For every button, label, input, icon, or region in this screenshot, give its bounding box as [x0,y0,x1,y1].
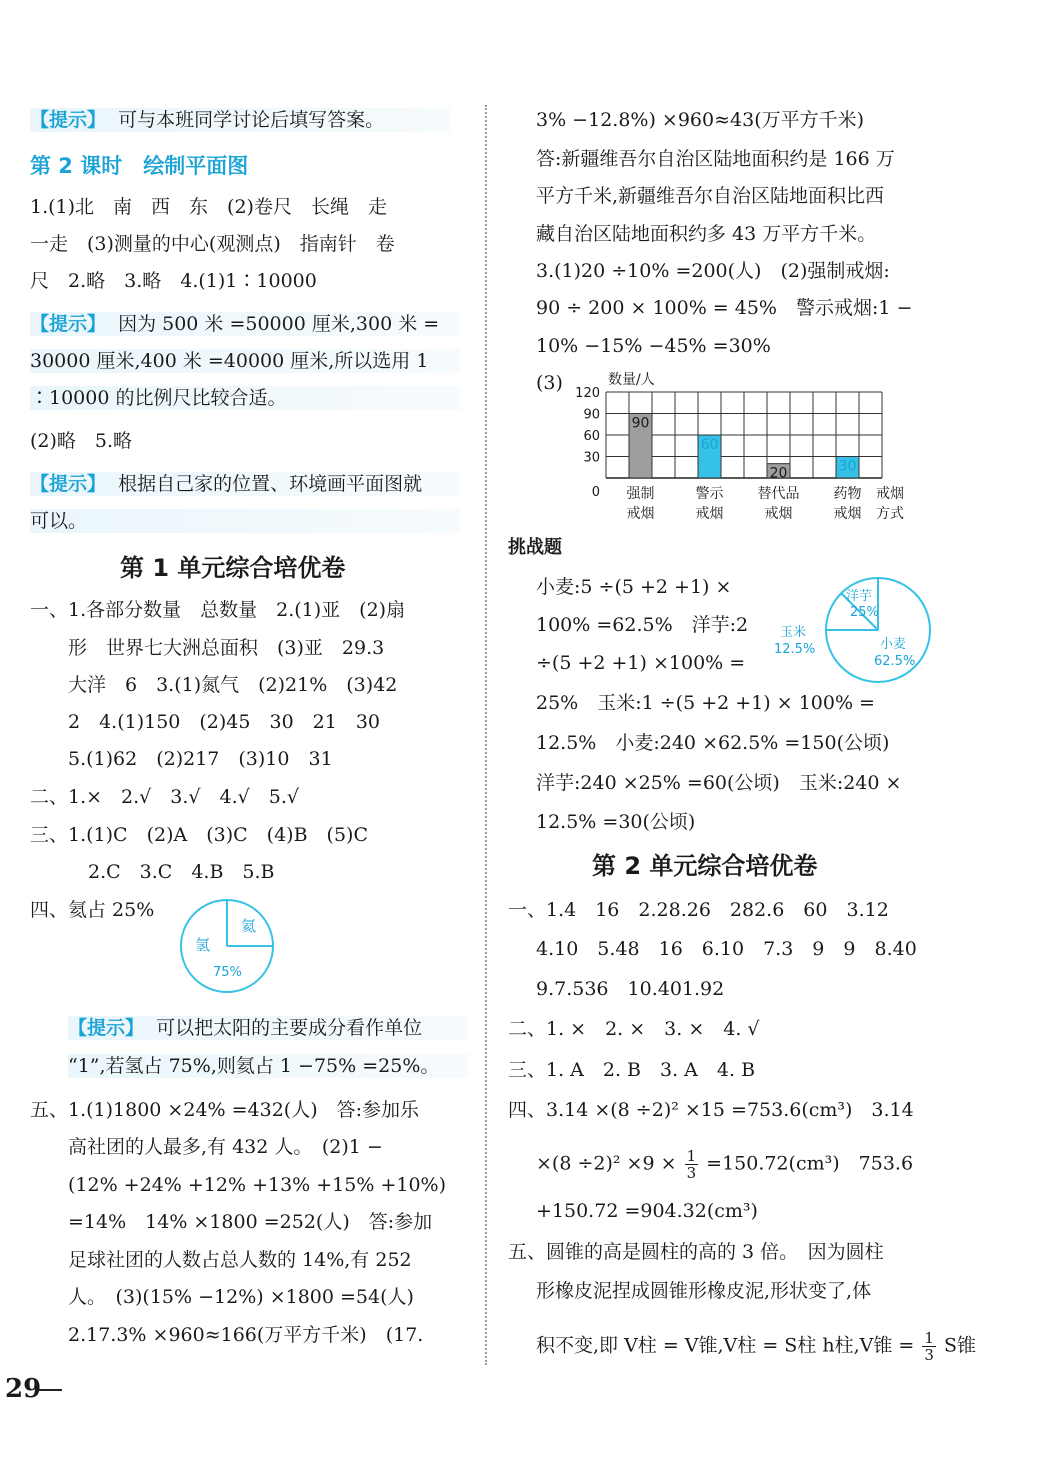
unit2-line: 4.10 5.48 16 6.10 7.3 9 9 8.40 [536,938,917,960]
hint-text: “1”,若氢占 75%,则氦占 1 −75% =25%。 [68,1054,468,1078]
pie-label-pct: 75% [213,965,242,980]
unit2-line: 三、1. A 2. B 3. A 4. B [508,1059,756,1081]
unit1-line: 2 4.(1)150 (2)45 30 21 30 [68,711,381,733]
formula-text: 积不变,即 V柱 = V锥,V柱 = S柱 h柱,V锥 = [536,1334,915,1357]
bar-data-label: 20 [769,465,788,482]
lesson-line: 1.(1)北 南 西 东 (2)卷尺 长绳 走 [30,196,387,218]
x-tick-label: 强制 [626,486,655,502]
sec5-line: 2.17.3% ×960≈166(万平方千米) (17. [68,1324,424,1346]
challenge-line: 25% 玉米:1 ÷(5 +2 +1) × 100% = [536,692,875,714]
sec4-line: +150.72 =904.32(cm³) [536,1200,758,1222]
hint-tag: 【提示】 [68,1017,145,1039]
cont-line: 答:新疆维吾尔自治区陆地面积约是 166 万 [536,148,895,170]
x-tick-label: 戒烟 [764,506,793,522]
pie-label-h: 氢 [195,936,211,954]
challenge-line: 12.5% =30(公顷) [536,811,696,833]
unit1-line: 一、1.各部分数量 总数量 2.(1)亚 (2)扇 [30,599,406,621]
fraction-one-third [685,1148,699,1181]
column-divider [485,105,487,1365]
y-axis-label: 数量/人 [608,372,655,388]
bar-chart-smoking [568,370,908,528]
y-tick-label: 0 [591,485,600,500]
y-tick-label: 120 [575,386,600,401]
hint-text: 根据自己家的位置、环境画平面图就 [118,473,423,495]
pie-label-yumi: 玉米 [780,625,807,640]
formula-text: =150.72(cm³) 753.6 [706,1152,914,1175]
unit2-line: 一、1.4 16 2.28.26 282.6 60 3.12 [508,899,889,921]
sec4-line: 四、3.14 ×(8 ÷2)² ×15 =753.6(cm³) 3.14 [508,1099,914,1121]
unit1-line: 二、1.× 2.√ 3.√ 4.√ 5.√ [30,786,299,808]
pie-label-xiaomai-pct: 62.5% [874,654,916,669]
y-tick-label: 90 [583,407,600,423]
sec5-last-line [536,1330,976,1363]
page-number: 29 [5,1374,42,1404]
sec5-line: 五、1.(1)1800 ×24% =432(人) 答:参加乐 [30,1099,420,1121]
sec5-line: =14% 14% ×1800 =252(人) 答:参加 [68,1211,433,1233]
x-tick-label: 戒烟 [626,506,655,522]
x-tick-label: 戒烟 [695,506,724,522]
denominator: 3 [686,1164,697,1182]
hint-tag: 【提示】 [30,313,107,335]
challenge-line: ÷(5 +2 +1) ×100% = [536,652,746,674]
unit1-line: 形 世界七大洲总面积 (3)亚 29.3 [68,637,385,659]
answer-line: (2)略 5.略 [30,430,133,452]
x-tick-label: 药物 [833,486,862,502]
chart-item-label: (3) [536,372,563,394]
challenge-line: 小麦:5 ÷(5 +2 +1) × [536,576,732,598]
x-tick-label: 警示 [695,486,724,502]
unit1-line: 三、1.(1)C (2)A (3)C (4)B (5)C [30,824,368,846]
hint-text: 可以把太阳的主要成分看作单位 [156,1017,423,1039]
bar-data-label: 60 [700,437,719,453]
hint-4 [68,1016,468,1040]
lesson-line: 尺 2.略 3.略 4.(1)1∶10000 [30,270,317,292]
unit2-line: 9.7.536 10.401.92 [536,978,725,1000]
challenge-line: 100% =62.5% 洋芋:2 [536,614,749,636]
denominator: 3 [924,1346,934,1364]
bar-data-label: 90 [631,415,650,432]
page-number-rule [36,1389,62,1391]
cont-line: 10% −15% −45% =30% [536,335,771,357]
lesson-title: 第 2 课时 绘制平面图 [30,154,249,178]
hint-text: 可以。 [30,509,460,533]
pie-label-yumi-pct: 12.5% [774,642,816,657]
pie-label-yangyu: 洋芋 [846,589,873,604]
pie-label-yangyu-pct: 25% [850,605,879,620]
bar-data-label: 30 [838,458,857,475]
sec5-line: 人。 (3)(15% −12%) ×1800 =54(人) [68,1286,414,1308]
hint-text: 可与本班同学讨论后填写答案。 [118,109,385,131]
formula-text: S锥 [943,1334,976,1357]
pie-label-he: 氦 [241,917,257,935]
unit1-line: 5.(1)62 (2)217 (3)10 31 [68,748,333,770]
hint-text: ∶10000 的比例尺比较合适。 [30,386,460,410]
cont-line: 3.(1)20 ÷10% =200(人) (2)强制戒烟: [536,260,890,282]
unit1-line: 大洋 6 3.(1)氮气 (2)21% (3)42 [68,674,398,696]
unit1-title: 第 1 单元综合培优卷 [120,554,346,582]
challenge-line: 洋芋:240 ×25% =60(公顷) 玉米:240 × [536,772,902,794]
fraction-one-third [922,1330,936,1363]
challenge-title: 挑战题 [508,537,562,558]
cont-line: 藏自治区陆地面积约多 43 万平方千米。 [536,223,877,245]
hint-text: 30000 厘米,400 米 =40000 厘米,所以选用 1 [30,349,460,373]
sec5-line: (12% +24% +12% +13% +15% +10%) [68,1174,447,1196]
pie-label-xiaomai: 小麦 [880,637,907,652]
formula-text: ×(8 ÷2)² ×9 × [536,1152,677,1175]
unit1-line: 2.C 3.C 4.B 5.B [88,861,275,883]
sec5-line: 形橡皮泥捏成圆锥形橡皮泥,形状变了,体 [536,1280,872,1302]
numerator: 1 [924,1329,934,1347]
cont-line: 90 ÷ 200 × 100% = 45% 警示戒烟:1 − [536,297,913,319]
y-tick-label: 30 [583,450,600,466]
hint-1 [30,108,450,132]
sec5-line: 五、圆锥的高是圆柱的高的 3 倍。 因为圆柱 [508,1241,884,1263]
lesson-line: 一走 (3)测量的中心(观测点) 指南针 卷 [30,233,395,255]
sec4-line-2 [536,1148,913,1181]
hint-2 [30,312,460,336]
x-tick-label: 戒烟 [833,506,862,522]
x-axis-label: 方式 [876,506,904,522]
unit2-line: 二、1. × 2. × 3. × 4. √ [508,1018,760,1040]
sec5-line: 高社团的人最多,有 432 人。 (2)1 − [68,1136,383,1158]
x-tick-label: 替代品 [757,486,800,502]
cont-line: 平方千米,新疆维吾尔自治区陆地面积比西 [536,185,885,207]
pie-chart-helium [175,896,285,996]
challenge-line: 12.5% 小麦:240 ×62.5% =150(公顷) [536,732,890,754]
hint-3 [30,472,460,496]
numerator: 1 [686,1147,697,1165]
hint-tag: 【提示】 [30,109,107,131]
hint-tag: 【提示】 [30,473,107,495]
x-axis-label: 戒烟 [876,486,904,502]
pie-chart-crops [770,576,938,686]
y-tick-label: 60 [583,429,600,444]
cont-line: 3% −12.8%) ×960≈43(万平方千米) [536,109,865,131]
unit1-line: 四、氦占 25% [30,899,155,921]
sec5-line: 足球社团的人数占总人数的 14%,有 252 [68,1249,412,1271]
unit2-title: 第 2 单元综合培优卷 [592,852,818,880]
hint-text: 因为 500 米 =50000 厘米,300 米 = [118,313,440,335]
